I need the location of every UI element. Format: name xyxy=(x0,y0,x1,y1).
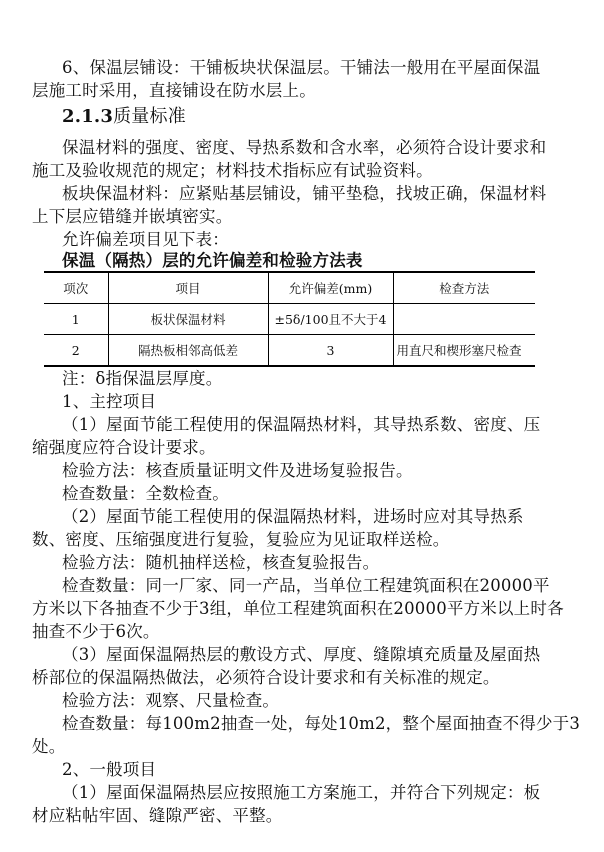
paragraph-line: 6、保温层铺设：干铺板块状保温层。干铺法一般用在平屋面保温 xyxy=(62,58,541,77)
paragraph-line: 方米以下各抽查不少于3组，单位工程建筑面积在20000平方米以上时各 xyxy=(32,599,564,618)
header-cell: 项目 xyxy=(108,272,268,304)
header-cell: 项次 xyxy=(63,281,89,296)
paragraph-line: 1、主控项目 xyxy=(62,392,157,411)
section-title: 质量标准 xyxy=(113,106,186,127)
paragraph-line: 检查数量：同一厂家、同一产品，当单位工程建筑面积在20000平 xyxy=(62,576,550,595)
paragraph-line: （1）屋面保温隔热层应按照施工方案施工，并符合下列规定：板 xyxy=(62,783,541,802)
paragraph-line: （2）屋面节能工程使用的保温隔热材料，进场时应对其导热系 xyxy=(62,507,524,526)
paragraph-line: 检验方法：核查质量证明文件及进场复验报告。 xyxy=(62,461,413,480)
header-cell: 检查方法 xyxy=(393,272,535,304)
paragraph-line: （1）屋面节能工程使用的保温隔热材料，其导热系数、密度、压 xyxy=(62,415,541,434)
paragraph-line: 数、密度、压缩强度进行复验，复验应为见证取样送检。 xyxy=(32,530,450,549)
paragraph-line: 保温材料的强度、密度、导热系数和含水率，必须符合设计要求和 xyxy=(62,138,547,157)
paragraph-line: 检验方法：随机抽样送检，核查复验报告。 xyxy=(62,553,380,572)
paragraph-line: 检验方法：观察、尺量检查。 xyxy=(62,691,280,710)
paragraph-line: 检查数量：每100m2抽查一处，每处10m2，整个屋面抽查不得少于3 xyxy=(62,714,581,733)
table-cell: 3 xyxy=(268,335,393,367)
paragraph-line: 材应粘帖牢固、缝隙严密、平整。 xyxy=(32,806,283,825)
table-cell xyxy=(393,304,535,335)
tolerance-table xyxy=(44,271,535,367)
paragraph-line: 2、一般项目 xyxy=(62,760,157,779)
paragraph-line: （3）屋面保温隔热层的敷设方式、厚度、缝隙填充质量及屋面热 xyxy=(62,645,541,664)
paragraph-line: 桥部位的保温隔热做法，必须符合设计要求和有关标准的规定。 xyxy=(32,668,500,687)
table-cell: 2 xyxy=(71,342,80,358)
table-cell: ±5δ/100且不大于4 xyxy=(268,304,393,335)
paragraph-line: 注：δ指保温层厚度。 xyxy=(62,369,223,388)
paragraph-line: 层施工时采用，直接铺设在防水层上。 xyxy=(32,81,316,100)
paragraph-line: 上下层应错缝并嵌填密实。 xyxy=(32,207,233,226)
table-cell: 隔热板相邻高低差 xyxy=(108,335,268,367)
table-title: 保温（隔热）层的允许偏差和检验方法表 xyxy=(62,251,363,270)
table-row xyxy=(44,335,535,367)
paragraph-line: 检查数量：全数检查。 xyxy=(62,484,229,503)
table-header-row xyxy=(44,272,535,304)
table-cell: 用直尺和楔形塞尺检查 xyxy=(393,335,535,367)
paragraph-line: 允许偏差项目见下表： xyxy=(62,230,229,249)
paragraph-line: 抽查不少于6次。 xyxy=(32,622,160,641)
table-cell: 1 xyxy=(71,311,80,327)
paragraph-line: 处。 xyxy=(32,737,66,756)
table-row xyxy=(44,304,535,335)
paragraph-line: 施工及验收规范的规定；材料技术指标应有试验资料。 xyxy=(32,161,433,180)
table-cell: 板状保温材料 xyxy=(108,304,268,335)
paragraph-line: 缩强度应符合设计要求。 xyxy=(32,438,216,457)
section-heading xyxy=(62,106,604,128)
section-number: 2.1.3 xyxy=(62,106,114,127)
header-cell: 允许偏差(mm) xyxy=(268,272,393,304)
paragraph-line: 板块保温材料：应紧贴基层铺设，铺平垫稳，找坡正确，保温材料 xyxy=(62,184,547,203)
